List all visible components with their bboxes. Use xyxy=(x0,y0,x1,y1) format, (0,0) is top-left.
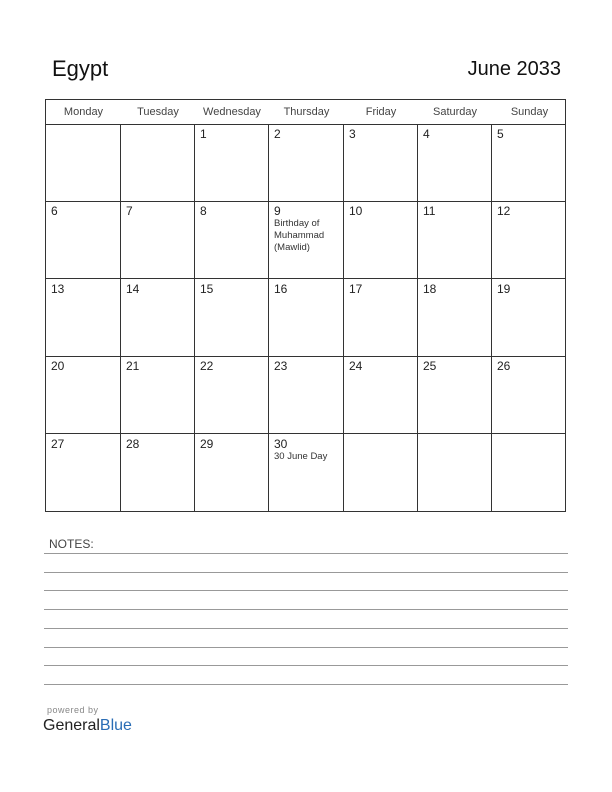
day-number: 16 xyxy=(274,282,288,296)
day-number: 14 xyxy=(126,282,140,296)
day-number: 13 xyxy=(51,282,65,296)
day-cell[interactable] xyxy=(418,434,492,511)
week-row xyxy=(46,434,565,511)
day-cell[interactable] xyxy=(195,279,269,356)
day-cell[interactable] xyxy=(492,279,567,356)
weekday-header-saturday: Saturday xyxy=(432,106,478,118)
day-cell[interactable] xyxy=(46,434,121,511)
day-cell[interactable] xyxy=(344,279,418,356)
day-cell[interactable] xyxy=(46,356,121,433)
day-cell[interactable] xyxy=(418,201,492,278)
day-number: 6 xyxy=(51,204,58,218)
day-number: 18 xyxy=(423,282,437,296)
day-cell[interactable] xyxy=(344,124,418,201)
day-number: 21 xyxy=(126,359,140,373)
day-number: 22 xyxy=(200,359,214,373)
day-number: 17 xyxy=(349,282,363,296)
day-number: 12 xyxy=(497,204,511,218)
day-cell[interactable] xyxy=(195,434,269,511)
brand-general-text: General xyxy=(43,717,100,734)
holiday-event: 30 June Day xyxy=(274,451,328,462)
day-number: 8 xyxy=(200,204,207,218)
notes-line xyxy=(44,647,568,648)
notes-line xyxy=(44,628,568,629)
week-row xyxy=(46,279,565,357)
weekday-header-row xyxy=(46,100,565,125)
day-number: 1 xyxy=(200,127,207,141)
day-cell[interactable] xyxy=(492,124,567,201)
day-cell[interactable] xyxy=(195,356,269,433)
day-number: 7 xyxy=(126,204,133,218)
day-number: 3 xyxy=(349,127,356,141)
weekday-header-friday: Friday xyxy=(365,106,397,118)
day-cell[interactable] xyxy=(344,434,418,511)
day-number: 27 xyxy=(51,437,65,451)
weekday-header-monday: Monday xyxy=(63,106,104,118)
week-row xyxy=(46,124,565,202)
day-number: 10 xyxy=(349,204,363,218)
day-cell[interactable] xyxy=(46,201,121,278)
notes-line xyxy=(44,665,568,666)
weekday-header-wednesday: Wednesday xyxy=(203,106,261,118)
day-number: 30 xyxy=(274,437,288,451)
day-cell[interactable] xyxy=(269,434,344,511)
day-cell[interactable] xyxy=(121,356,195,433)
notes-line xyxy=(44,590,568,591)
week-row xyxy=(46,356,565,434)
day-cell[interactable] xyxy=(195,124,269,201)
day-number: 25 xyxy=(423,359,437,373)
day-cell[interactable] xyxy=(492,201,567,278)
generalblue-logo[interactable] xyxy=(43,717,132,735)
notes-line xyxy=(44,572,568,573)
day-number: 19 xyxy=(497,282,511,296)
weekday-header-thursday: Thursday xyxy=(283,106,330,118)
day-cell[interactable] xyxy=(121,279,195,356)
day-number: 4 xyxy=(423,127,430,141)
day-cell[interactable] xyxy=(195,201,269,278)
day-cell[interactable] xyxy=(121,434,195,511)
day-cell[interactable] xyxy=(121,124,195,201)
week-row xyxy=(46,201,565,279)
day-cell[interactable] xyxy=(269,201,344,278)
day-number: 29 xyxy=(200,437,214,451)
weekday-header-tuesday: Tuesday xyxy=(137,106,179,118)
day-number: 15 xyxy=(200,282,214,296)
notes-line xyxy=(44,609,568,610)
powered-by-text: powered by xyxy=(47,705,99,715)
month-title: June 2033 xyxy=(467,58,561,80)
holiday-event: Birthday of Muhammad (Mawlid) xyxy=(274,218,325,253)
country-title: Egypt xyxy=(52,56,109,81)
day-cell[interactable] xyxy=(46,124,121,201)
notes-line xyxy=(44,553,568,554)
day-number: 28 xyxy=(126,437,140,451)
brand-blue-text: Blue xyxy=(99,717,132,734)
day-number: 9 xyxy=(274,204,281,218)
notes-label: NOTES: xyxy=(49,537,94,551)
day-number: 20 xyxy=(51,359,65,373)
day-cell[interactable] xyxy=(418,356,492,433)
day-cell[interactable] xyxy=(344,356,418,433)
day-cell[interactable] xyxy=(269,356,344,433)
notes-line xyxy=(44,684,568,685)
day-number: 23 xyxy=(274,359,288,373)
day-cell[interactable] xyxy=(121,201,195,278)
day-cell[interactable] xyxy=(269,279,344,356)
weekday-header-sunday: Sunday xyxy=(510,106,549,118)
day-cell[interactable] xyxy=(418,124,492,201)
day-number: 24 xyxy=(349,359,363,373)
day-cell[interactable] xyxy=(344,201,418,278)
day-number: 11 xyxy=(423,204,436,218)
day-number: 2 xyxy=(274,127,281,141)
calendar-grid xyxy=(45,99,566,512)
day-cell[interactable] xyxy=(492,356,567,433)
day-cell[interactable] xyxy=(46,279,121,356)
day-cell[interactable] xyxy=(492,434,567,511)
day-number: 26 xyxy=(497,359,511,373)
day-number: 5 xyxy=(497,127,504,141)
day-cell[interactable] xyxy=(418,279,492,356)
day-cell[interactable] xyxy=(269,124,344,201)
